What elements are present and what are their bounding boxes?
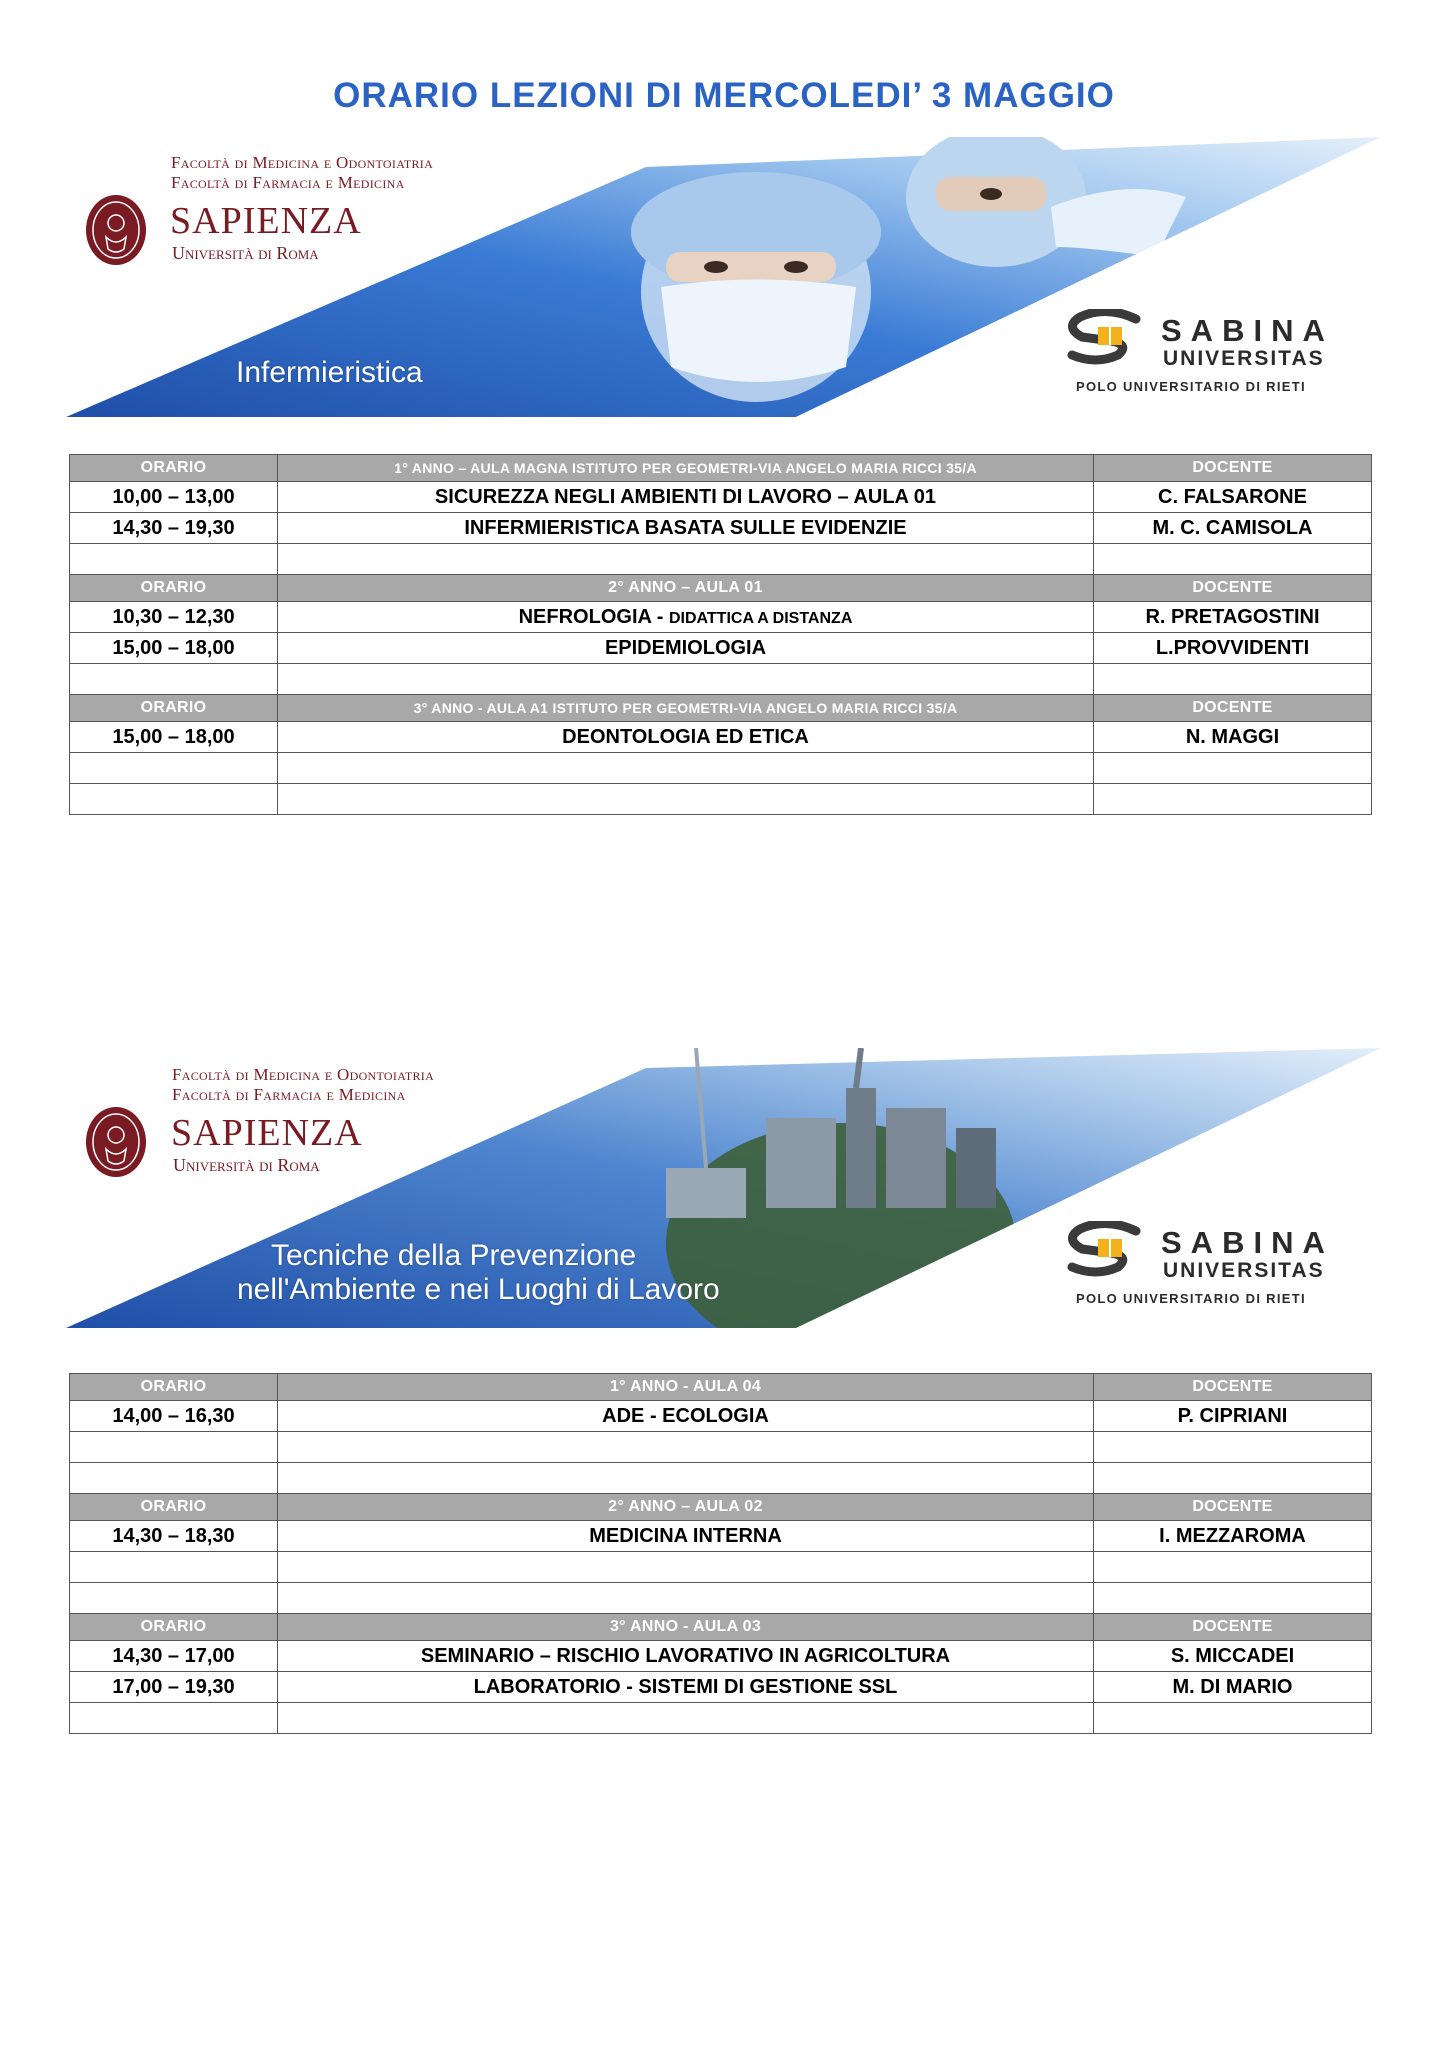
header-course: 1° ANNO - AULA 04 [278, 1374, 1094, 1401]
lesson-time: 15,00 – 18,00 [70, 722, 278, 753]
header-time: ORARIO [70, 695, 278, 722]
lesson-course: LABORATORIO - SISTEMI DI GESTIONE SSL [278, 1672, 1094, 1703]
lesson-course: MEDICINA INTERNA [278, 1521, 1094, 1552]
table-row [70, 513, 1372, 544]
lesson-teacher: S. MICCADEI [1094, 1641, 1372, 1672]
empty-row [70, 664, 1372, 695]
header-course: 2° ANNO – AULA 02 [278, 1494, 1094, 1521]
table-header-row [70, 1614, 1372, 1641]
sabina-logo-icon [1066, 1221, 1144, 1279]
header-time: ORARIO [70, 1614, 278, 1641]
university-city: Università di Roma [172, 243, 319, 263]
course-name: Infermieristica [236, 356, 423, 389]
lesson-time: 14,30 – 18,30 [70, 1521, 278, 1552]
factory-building [766, 1118, 836, 1208]
header-teacher: DOCENTE [1094, 575, 1372, 602]
lesson-teacher: C. FALSARONE [1094, 482, 1372, 513]
lesson-time: 14,30 – 19,30 [70, 513, 278, 544]
header-time: ORARIO [70, 575, 278, 602]
faculty-line-2: Facoltà di Farmacia e Medicina [171, 173, 405, 192]
lesson-teacher: P. CIPRIANI [1094, 1401, 1372, 1432]
university-name: SAPIENZA [170, 200, 362, 242]
table-row [70, 633, 1372, 664]
lesson-teacher: M. DI MARIO [1094, 1672, 1372, 1703]
lesson-course [278, 602, 1094, 633]
lesson-course: DEONTOLOGIA ED ETICA [278, 722, 1094, 753]
table-row [70, 1401, 1372, 1432]
header-teacher: DOCENTE [1094, 455, 1372, 482]
university-name: SAPIENZA [171, 1112, 363, 1154]
lesson-teacher: M. C. CAMISOLA [1094, 513, 1372, 544]
lesson-time: 14,00 – 16,30 [70, 1401, 278, 1432]
sapienza-seal-logo [84, 193, 148, 267]
empty-row [70, 544, 1372, 575]
table-row [70, 602, 1372, 633]
empty-row [70, 1463, 1372, 1494]
empty-row [70, 1703, 1372, 1734]
empty-row [70, 1552, 1372, 1583]
lesson-course-title: NEFROLOGIA - [518, 605, 669, 628]
table-row [70, 482, 1372, 513]
banner-tecniche-prevenzione [66, 1048, 1381, 1334]
faculty-line-1: Facoltà di Medicina e Odontoiatria [172, 1065, 435, 1084]
table-row [70, 1521, 1372, 1552]
sapienza-seal-logo [84, 1105, 148, 1179]
university-city: Università di Roma [173, 1155, 320, 1175]
faculty-line-1: Facoltà di Medicina e Odontoiatria [171, 153, 434, 172]
schedule-table-infermieristica [69, 454, 1372, 815]
lesson-time: 10,00 – 13,00 [70, 482, 278, 513]
banner-infermieristica [66, 137, 1381, 423]
lesson-time: 17,00 – 19,30 [70, 1672, 278, 1703]
lesson-teacher: R. PRETAGOSTINI [1094, 602, 1372, 633]
course-name-line-2: nell'Ambiente e nei Luoghi di Lavoro [237, 1273, 720, 1306]
header-time: ORARIO [70, 1494, 278, 1521]
sabina-logo-icon [1066, 309, 1144, 367]
sabina-subtitle: UNIVERSITAS [1163, 347, 1325, 370]
table-header-row [70, 1494, 1372, 1521]
nurse-eyes [666, 252, 836, 282]
table-row [70, 722, 1372, 753]
header-teacher: DOCENTE [1094, 1494, 1372, 1521]
sabina-polo: POLO UNIVERSITARIO DI RIETI [1076, 379, 1306, 394]
table-header-row [70, 575, 1372, 602]
table-header-row [70, 695, 1372, 722]
lesson-course: SICUREZZA NEGLI AMBIENTI DI LAVORO – AULA 01 [278, 482, 1094, 513]
sabina-subtitle: UNIVERSITAS [1163, 1259, 1325, 1282]
empty-row [70, 753, 1372, 784]
sabina-title: SABINA [1161, 313, 1334, 348]
empty-row [70, 1432, 1372, 1463]
empty-row [70, 1583, 1372, 1614]
header-course: 1° ANNO – AULA MAGNA ISTITUTO PER GEOMETRI-VIA ANGELO MARIA RICCI 35/A [278, 455, 1094, 482]
lesson-teacher: L.PROVVIDENTI [1094, 633, 1372, 664]
surgical-mask [661, 280, 856, 383]
header-teacher: DOCENTE [1094, 1374, 1372, 1401]
table-row [70, 1672, 1372, 1703]
header-course: 3° ANNO - AULA 03 [278, 1614, 1094, 1641]
header-teacher: DOCENTE [1094, 695, 1372, 722]
lesson-time: 10,30 – 12,30 [70, 602, 278, 633]
header-time: ORARIO [70, 455, 278, 482]
table-header-row [70, 455, 1372, 482]
faculty-line-2: Facoltà di Farmacia e Medicina [172, 1085, 406, 1104]
lesson-course: EPIDEMIOLOGIA [278, 633, 1094, 664]
schedule-table-prevenzione [69, 1373, 1372, 1734]
page-title: ORARIO LEZIONI DI MERCOLEDI’ 3 MAGGIO [333, 76, 1115, 115]
lesson-time: 15,00 – 18,00 [70, 633, 278, 664]
empty-row [70, 784, 1372, 815]
lesson-course: ADE - ECOLOGIA [278, 1401, 1094, 1432]
lesson-course: INFERMIERISTICA BASATA SULLE EVIDENZIE [278, 513, 1094, 544]
lesson-course: SEMINARIO – RISCHIO LAVORATIVO IN AGRICOLTURA [278, 1641, 1094, 1672]
sabina-polo: POLO UNIVERSITARIO DI RIETI [1076, 1291, 1306, 1306]
lesson-teacher: N. MAGGI [1094, 722, 1372, 753]
header-time: ORARIO [70, 1374, 278, 1401]
lesson-teacher: I. MEZZAROMA [1094, 1521, 1372, 1552]
course-name-line-1: Tecniche della Prevenzione [271, 1239, 637, 1272]
header-course: 3° ANNO - AULA A1 ISTITUTO PER GEOMETRI-VIA ANGELO MARIA RICCI 35/A [278, 695, 1094, 722]
lesson-time: 14,30 – 17,00 [70, 1641, 278, 1672]
lesson-course-note: DIDATTICA A DISTANZA [668, 609, 853, 627]
sabina-title: SABINA [1161, 1225, 1334, 1260]
table-header-row [70, 1374, 1372, 1401]
table-row [70, 1641, 1372, 1672]
header-course: 2° ANNO – AULA 01 [278, 575, 1094, 602]
header-teacher: DOCENTE [1094, 1614, 1372, 1641]
